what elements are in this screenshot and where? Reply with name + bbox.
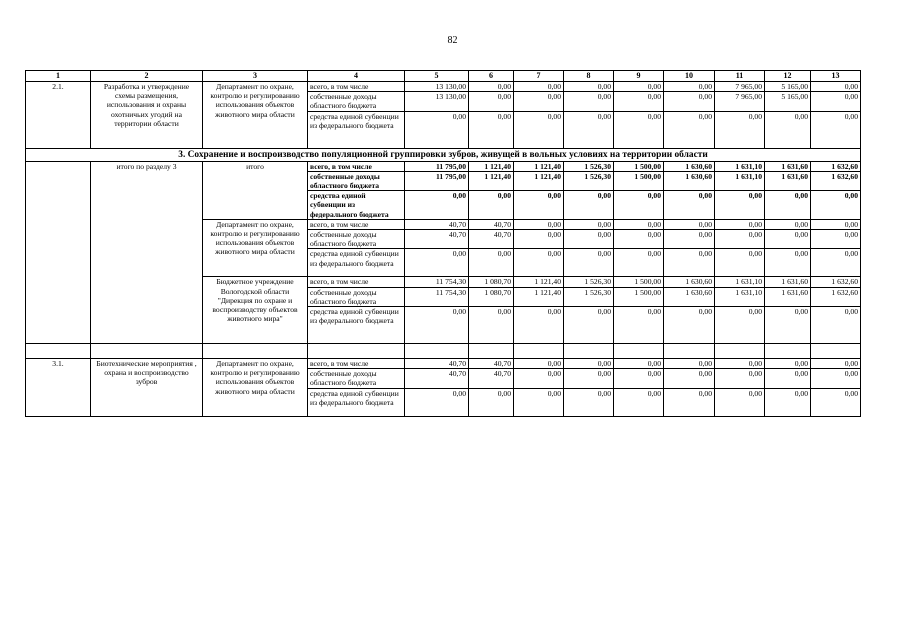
- value-cell: 0,00: [564, 92, 614, 111]
- header-cell: 12: [765, 71, 811, 82]
- funding-source-cell: средства единой субвенции из федерального бюджета: [308, 249, 405, 277]
- value-cell: 1 526,30: [564, 161, 614, 171]
- value-cell: 0,00: [765, 191, 811, 220]
- value-cell: 40,70: [469, 230, 514, 249]
- value-cell: 0,00: [469, 191, 514, 220]
- value-cell: 0,00: [564, 191, 614, 220]
- value-cell: 1 500,00: [614, 287, 664, 306]
- value-cell: 1 526,30: [564, 171, 614, 190]
- value-cell: 1 631,60: [765, 277, 811, 287]
- value-cell: 0,00: [811, 219, 861, 229]
- funding-source-cell: всего, в том числе: [308, 277, 405, 287]
- value-cell: 1 500,00: [614, 161, 664, 171]
- header-cell: 6: [469, 71, 514, 82]
- value-cell: 1 631,10: [715, 287, 765, 306]
- value-cell: 0,00: [469, 249, 514, 277]
- value-cell: 0,00: [564, 230, 614, 249]
- empty-cell: [664, 344, 715, 359]
- value-cell: 0,00: [715, 219, 765, 229]
- funding-source-cell: средства единой субвенции из федерального бюджета: [308, 388, 405, 416]
- value-cell: 13 130,00: [405, 92, 469, 111]
- executor-cell: Департамент по охране, контролю и регулированию использования объектов животного мира области: [203, 219, 308, 277]
- funding-source-cell: средства единой субвенции из федерального бюджета: [308, 191, 405, 220]
- funding-source-cell: всего, в том числе: [308, 161, 405, 171]
- value-cell: 0,00: [715, 111, 765, 148]
- value-cell: 1 121,40: [469, 161, 514, 171]
- table-row: [26, 359, 861, 369]
- value-cell: 0,00: [514, 82, 564, 92]
- value-cell: 5 165,00: [765, 92, 811, 111]
- value-cell: 40,70: [469, 359, 514, 369]
- funding-source-cell: собственные доходы областного бюджета: [308, 369, 405, 388]
- value-cell: 1 632,60: [811, 161, 861, 171]
- item-number-cell: 3.1.: [26, 359, 91, 417]
- value-cell: 0,00: [715, 307, 765, 344]
- value-cell: 0,00: [614, 388, 664, 416]
- value-cell: 0,00: [664, 388, 715, 416]
- empty-cell: [26, 344, 91, 359]
- page-number: 82: [447, 35, 458, 46]
- header-cell: 2: [91, 71, 203, 82]
- empty-cell: [811, 344, 861, 359]
- value-cell: 0,00: [765, 249, 811, 277]
- value-cell: 0,00: [811, 111, 861, 148]
- header-cell: 10: [664, 71, 715, 82]
- value-cell: 0,00: [765, 230, 811, 249]
- value-cell: 0,00: [564, 359, 614, 369]
- funding-source-cell: средства единой субвенции из федерального бюджета: [308, 307, 405, 344]
- value-cell: 0,00: [765, 369, 811, 388]
- header-cell: 9: [614, 71, 664, 82]
- value-cell: 0,00: [811, 92, 861, 111]
- value-cell: 0,00: [765, 307, 811, 344]
- value-cell: 0,00: [664, 369, 715, 388]
- empty-cell: [715, 344, 765, 359]
- empty-cell: [91, 344, 203, 359]
- value-cell: 0,00: [614, 82, 664, 92]
- value-cell: 0,00: [664, 92, 715, 111]
- value-cell: 0,00: [514, 219, 564, 229]
- value-cell: 0,00: [405, 249, 469, 277]
- funding-source-cell: всего, в том числе: [308, 82, 405, 92]
- value-cell: 0,00: [811, 191, 861, 220]
- funding-source-cell: всего, в том числе: [308, 219, 405, 229]
- value-cell: 0,00: [664, 249, 715, 277]
- executor-cell: Департамент по охране, контролю и регулированию использования объектов животного мира области: [203, 359, 308, 417]
- value-cell: 1 121,40: [514, 161, 564, 171]
- header-cell: 3: [203, 71, 308, 82]
- value-cell: 1 121,40: [514, 277, 564, 287]
- value-cell: 0,00: [664, 219, 715, 229]
- value-cell: 1 631,60: [765, 161, 811, 171]
- value-cell: 1 631,60: [765, 171, 811, 190]
- funding-source-cell: собственные доходы областного бюджета: [308, 287, 405, 306]
- value-cell: 0,00: [811, 388, 861, 416]
- header-cell: 7: [514, 71, 564, 82]
- funding-source-cell: собственные доходы областного бюджета: [308, 171, 405, 190]
- header-cell: 4: [308, 71, 405, 82]
- value-cell: 7 965,00: [715, 82, 765, 92]
- table-row: [26, 82, 861, 92]
- value-cell: 0,00: [614, 369, 664, 388]
- value-cell: 0,00: [514, 191, 564, 220]
- value-cell: 40,70: [469, 369, 514, 388]
- empty-cell: [469, 344, 514, 359]
- value-cell: 1 121,40: [469, 171, 514, 190]
- value-cell: 0,00: [514, 230, 564, 249]
- value-cell: 0,00: [405, 111, 469, 148]
- value-cell: 40,70: [405, 359, 469, 369]
- value-cell: 7 965,00: [715, 92, 765, 111]
- value-cell: 0,00: [811, 307, 861, 344]
- header-row: [26, 71, 861, 82]
- empty-cell: [765, 344, 811, 359]
- value-cell: 0,00: [811, 359, 861, 369]
- value-cell: 5 165,00: [765, 82, 811, 92]
- value-cell: 1 630,60: [664, 277, 715, 287]
- funding-source-cell: всего, в том числе: [308, 359, 405, 369]
- value-cell: 1 080,70: [469, 287, 514, 306]
- item-number-cell: [26, 161, 91, 343]
- value-cell: 0,00: [614, 191, 664, 220]
- value-cell: 1 121,40: [514, 287, 564, 306]
- value-cell: 1 500,00: [614, 171, 664, 190]
- value-cell: 0,00: [469, 111, 514, 148]
- value-cell: 0,00: [715, 369, 765, 388]
- header-cell: 8: [564, 71, 614, 82]
- empty-cell: [564, 344, 614, 359]
- value-cell: 0,00: [811, 249, 861, 277]
- value-cell: 0,00: [765, 111, 811, 148]
- value-cell: 0,00: [765, 388, 811, 416]
- value-cell: 0,00: [564, 249, 614, 277]
- value-cell: 40,70: [405, 369, 469, 388]
- value-cell: 11 795,00: [405, 161, 469, 171]
- section-row: [26, 148, 861, 161]
- value-cell: 1 631,60: [765, 287, 811, 306]
- value-cell: 0,00: [514, 369, 564, 388]
- value-cell: 0,00: [405, 307, 469, 344]
- value-cell: 0,00: [664, 359, 715, 369]
- value-cell: 0,00: [514, 111, 564, 148]
- value-cell: 0,00: [514, 92, 564, 111]
- empty-cell: [405, 344, 469, 359]
- value-cell: 0,00: [811, 230, 861, 249]
- value-cell: 0,00: [811, 369, 861, 388]
- value-cell: 0,00: [564, 369, 614, 388]
- value-cell: 0,00: [614, 230, 664, 249]
- value-cell: 1 631,10: [715, 277, 765, 287]
- activity-name-cell: Биотехнические мероприятия , охрана и воспроизводство зубров: [91, 359, 203, 417]
- value-cell: 1 630,60: [664, 161, 715, 171]
- value-cell: 0,00: [715, 388, 765, 416]
- empty-cell: [614, 344, 664, 359]
- activity-name-cell: Разработка и утверждение схемы размещения, использования и охраны охотничьих угодий на территории области: [91, 82, 203, 149]
- value-cell: 1 631,10: [715, 171, 765, 190]
- value-cell: 0,00: [514, 307, 564, 344]
- value-cell: 0,00: [405, 191, 469, 220]
- value-cell: 1 632,60: [811, 287, 861, 306]
- empty-cell: [308, 344, 405, 359]
- value-cell: 11 754,30: [405, 277, 469, 287]
- value-cell: 40,70: [405, 230, 469, 249]
- value-cell: 0,00: [564, 307, 614, 344]
- value-cell: 1 080,70: [469, 277, 514, 287]
- value-cell: 0,00: [405, 388, 469, 416]
- value-cell: 0,00: [514, 388, 564, 416]
- value-cell: 1 630,60: [664, 287, 715, 306]
- value-cell: 0,00: [469, 307, 514, 344]
- value-cell: 0,00: [664, 307, 715, 344]
- value-cell: 0,00: [811, 82, 861, 92]
- funding-source-cell: собственные доходы областного бюджета: [308, 230, 405, 249]
- value-cell: 0,00: [765, 219, 811, 229]
- executor-cell: Бюджетное учреждение Вологодской области "Дирекция по охране и воспроизводству объектов животного мира": [203, 277, 308, 344]
- executor-cell: Департамент по охране, контролю и регулированию использования объектов животного мира области: [203, 82, 308, 149]
- value-cell: 0,00: [614, 219, 664, 229]
- value-cell: 1 500,00: [614, 277, 664, 287]
- value-cell: 1 631,10: [715, 161, 765, 171]
- value-cell: 0,00: [664, 191, 715, 220]
- value-cell: 40,70: [469, 219, 514, 229]
- value-cell: 0,00: [614, 111, 664, 148]
- value-cell: 0,00: [564, 111, 614, 148]
- budget-table: [25, 70, 861, 417]
- value-cell: 0,00: [564, 219, 614, 229]
- executor-cell: итого: [203, 161, 308, 219]
- value-cell: 0,00: [664, 230, 715, 249]
- value-cell: 0,00: [614, 92, 664, 111]
- header-cell: 1: [26, 71, 91, 82]
- value-cell: 0,00: [564, 82, 614, 92]
- value-cell: 0,00: [469, 388, 514, 416]
- value-cell: 0,00: [715, 230, 765, 249]
- funding-source-cell: собственные доходы областного бюджета: [308, 92, 405, 111]
- header-cell: 11: [715, 71, 765, 82]
- value-cell: 1 630,60: [664, 171, 715, 190]
- value-cell: 0,00: [715, 191, 765, 220]
- value-cell: 0,00: [664, 111, 715, 148]
- header-cell: 5: [405, 71, 469, 82]
- value-cell: 1 526,30: [564, 277, 614, 287]
- value-cell: 0,00: [614, 359, 664, 369]
- value-cell: 1 121,40: [514, 171, 564, 190]
- value-cell: 0,00: [514, 359, 564, 369]
- table-row: [26, 161, 861, 171]
- item-number-cell: 2.1.: [26, 82, 91, 149]
- value-cell: 0,00: [564, 388, 614, 416]
- value-cell: 1 632,60: [811, 277, 861, 287]
- value-cell: 0,00: [614, 249, 664, 277]
- value-cell: 11 754,30: [405, 287, 469, 306]
- funding-source-cell: средства единой субвенции из федерального бюджета: [308, 111, 405, 148]
- section-title: 3. Сохранение и воспроизводство популяционной группировки зубров, живущей в вольных условиях на территории области: [26, 148, 861, 161]
- value-cell: 0,00: [614, 307, 664, 344]
- value-cell: 13 130,00: [405, 82, 469, 92]
- header-cell: 13: [811, 71, 861, 82]
- value-cell: 1 526,30: [564, 287, 614, 306]
- spacer-row: [26, 344, 861, 359]
- value-cell: 0,00: [715, 249, 765, 277]
- empty-cell: [203, 344, 308, 359]
- value-cell: 0,00: [765, 359, 811, 369]
- empty-cell: [514, 344, 564, 359]
- value-cell: 0,00: [664, 82, 715, 92]
- value-cell: 0,00: [469, 82, 514, 92]
- value-cell: 40,70: [405, 219, 469, 229]
- value-cell: 0,00: [715, 359, 765, 369]
- value-cell: 11 795,00: [405, 171, 469, 190]
- activity-name-cell: итого по разделу 3: [91, 161, 203, 343]
- value-cell: 0,00: [514, 249, 564, 277]
- value-cell: 0,00: [469, 92, 514, 111]
- value-cell: 1 632,60: [811, 171, 861, 190]
